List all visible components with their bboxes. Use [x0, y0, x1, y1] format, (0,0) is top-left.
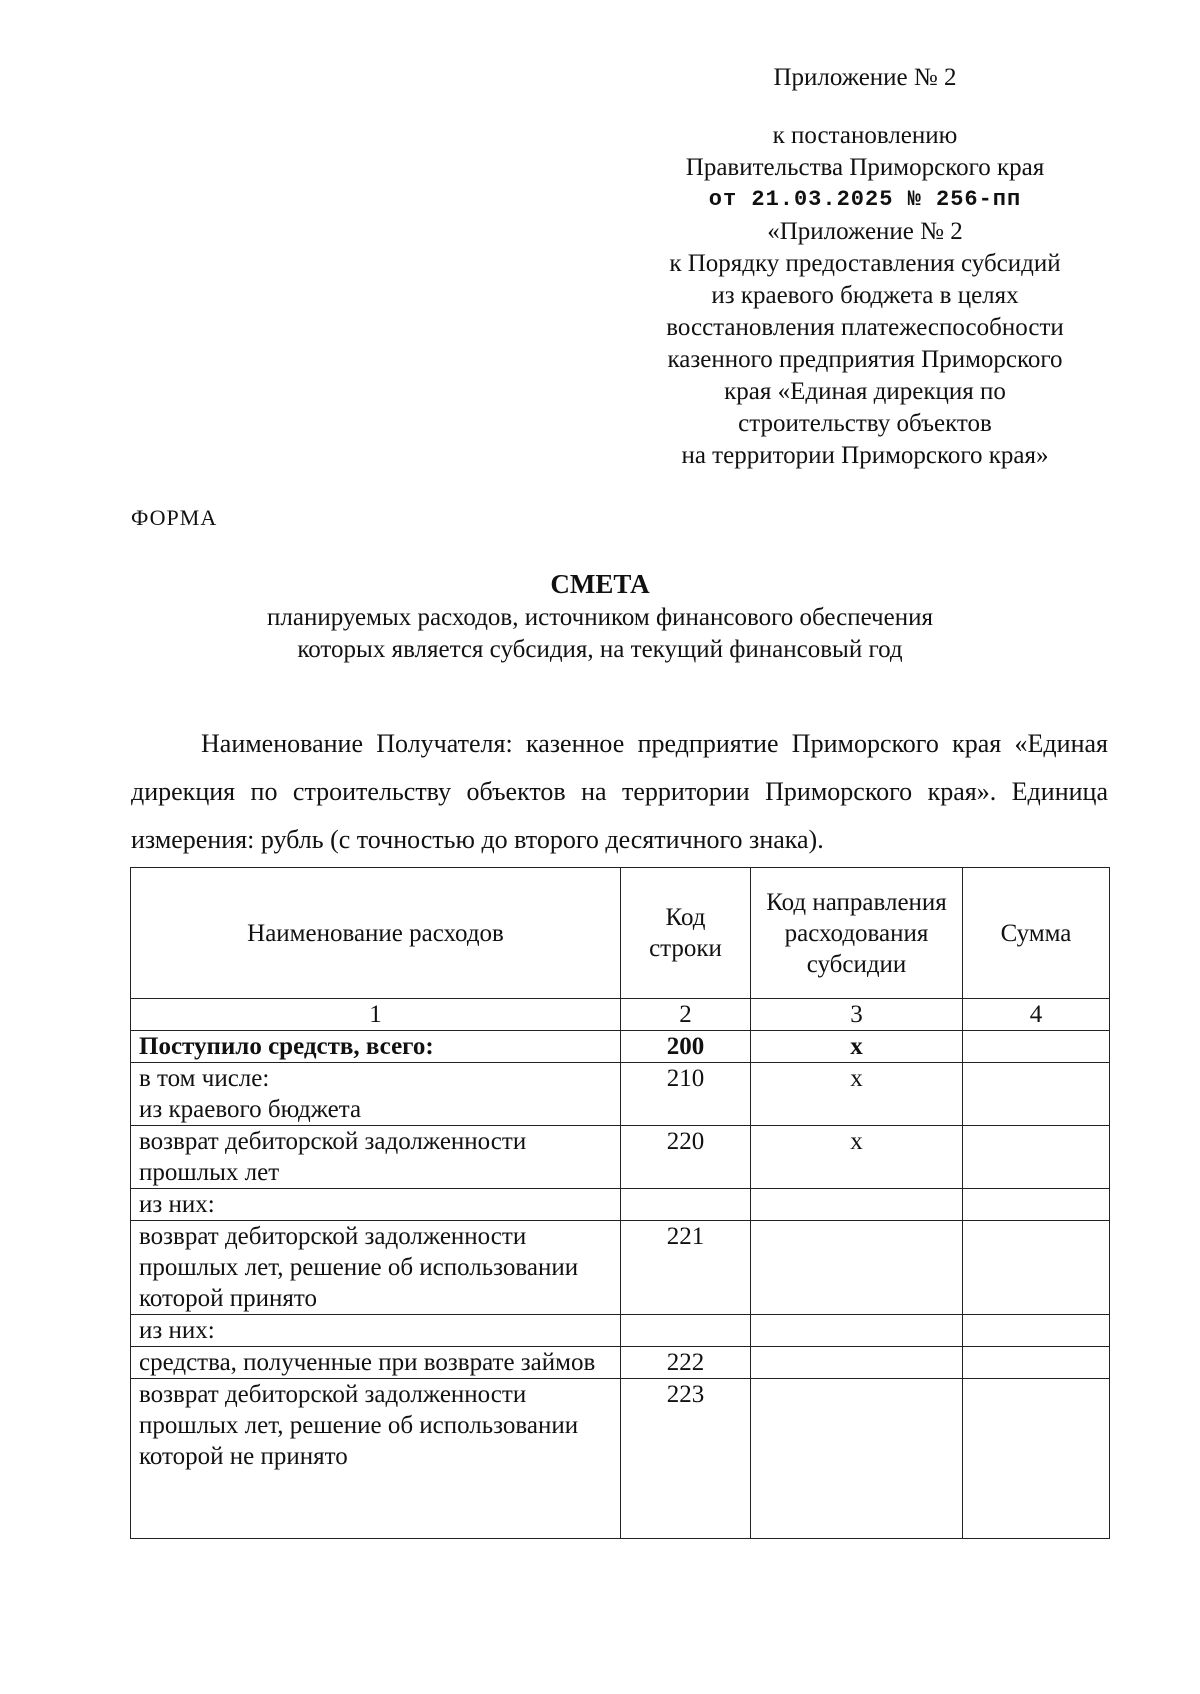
header-expense-name: Наименование расходов [131, 868, 621, 999]
row-name: возврат дебиторской задолженности прошлых лет, решение об использовании которой не принято [131, 1379, 621, 1539]
row-code: 221 [621, 1221, 751, 1315]
row-sum [963, 1031, 1110, 1063]
form-label: ФОРМА [131, 505, 218, 530]
row-name: возврат дебиторской задолженности прошлых лет, решение об использовании которой принято [131, 1221, 621, 1315]
appendix-number: Приложение № 2 [773, 64, 957, 91]
row-name: из них: [131, 1315, 621, 1347]
order-line: казенного предприятия Приморского [667, 346, 1063, 373]
table-row [131, 1031, 1110, 1063]
row-code [621, 1315, 751, 1347]
row-code: 210 [621, 1063, 751, 1126]
table-header-row [131, 868, 1110, 999]
table-row [131, 1189, 1110, 1221]
resolution-date: от 21.03.2025 № 256-пп [708, 187, 1022, 212]
row-code: 200 [621, 1031, 751, 1063]
table-row [131, 1126, 1110, 1189]
header-direction-code: Код направления расходования субсидии [751, 868, 963, 999]
table-row [131, 1347, 1110, 1379]
row-sum [963, 1063, 1110, 1126]
column-number: 3 [751, 999, 963, 1031]
row-code: 220 [621, 1126, 751, 1189]
row-sum [963, 1126, 1110, 1189]
row-name: возврат дебиторской задолженности прошлых лет [131, 1126, 621, 1189]
row-direction [751, 1347, 963, 1379]
row-name: в том числе: из краевого бюджета [131, 1063, 621, 1126]
table-row [131, 1221, 1110, 1315]
order-line: к Порядку предоставления субсидий [669, 250, 1061, 277]
row-direction: x [751, 1031, 963, 1063]
header-sum: Сумма [963, 868, 1110, 999]
table-row [131, 1063, 1110, 1126]
quoted-appendix: «Приложение № 2 [767, 218, 963, 245]
order-line: из краевого бюджета в целях [711, 282, 1019, 309]
order-line: края «Единая дирекция по [724, 378, 1006, 405]
title-subtitle: которых является субсидия, на текущий финансовый год [297, 636, 903, 663]
row-direction: x [751, 1063, 963, 1126]
column-number: 1 [131, 999, 621, 1031]
row-direction [751, 1315, 963, 1347]
row-direction [751, 1379, 963, 1539]
row-sum [963, 1315, 1110, 1347]
order-line: на территории Приморского края» [681, 442, 1049, 469]
row-sum [963, 1379, 1110, 1539]
row-sum [963, 1347, 1110, 1379]
estimate-table [130, 867, 1110, 1539]
row-sum [963, 1189, 1110, 1221]
title-subtitle: планируемых расходов, источником финансового обеспечения [267, 604, 933, 631]
row-direction [751, 1221, 963, 1315]
row-sum [963, 1221, 1110, 1315]
row-code: 223 [621, 1379, 751, 1539]
order-line: строительству объектов [738, 410, 992, 437]
row-name: средства, полученные при возврате займов [131, 1347, 621, 1379]
row-code: 222 [621, 1347, 751, 1379]
title-main: СМЕТА [550, 569, 650, 599]
row-direction: x [751, 1126, 963, 1189]
recipient-paragraph: Наименование Получателя: казенное предприятие Приморского края «Единая дирекция по строительству объектов на территории Приморского края». Единица измерения: рубль (с точностью до второго десятичного знака). [131, 729, 1108, 854]
row-name: из них: [131, 1189, 621, 1221]
table-row [131, 1315, 1110, 1347]
row-code [621, 1189, 751, 1221]
row-direction [751, 1189, 963, 1221]
government-line: Правительства Приморского края [685, 154, 1045, 181]
column-number: 2 [621, 999, 751, 1031]
appendix-header [630, 62, 1100, 472]
order-line: восстановления платежеспособности [666, 314, 1064, 341]
header-row-code: Код строки [621, 868, 751, 999]
document-title [130, 568, 1070, 666]
column-number: 4 [963, 999, 1110, 1031]
row-name: Поступило средств, всего: [131, 1031, 621, 1063]
column-number-row [131, 999, 1110, 1031]
table-row [131, 1379, 1110, 1539]
resolution-line: к постановлению [772, 122, 958, 149]
